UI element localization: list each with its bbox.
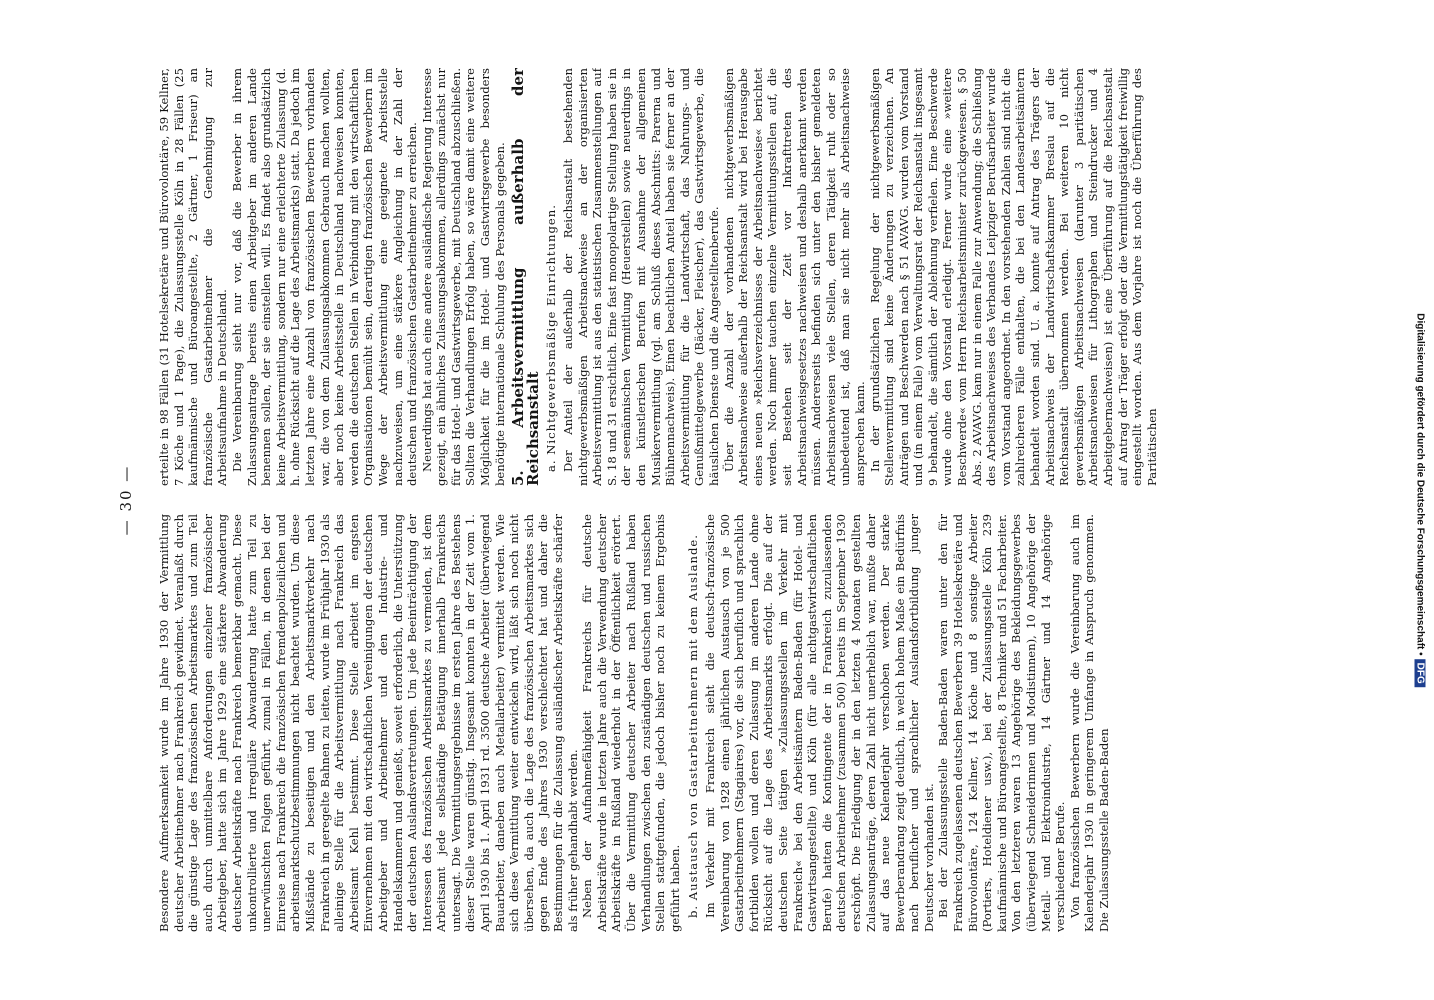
paragraph: Neben der Aufnahmefähigkeit Frankreichs für deutsche Arbeitskräfte wurde in letzten Jahre auch die Verwendung deutscher Arbeitskräfte in Rußland wiederholt in der Öffentlichkeit erörtert. Über die Vermittlung deutscher Arbeiter nach Rußland haben Verhandlungen zwischen den zuständigen deutschen und russischen Stellen stattgefunden, die jedoch bisher noch zu keinem Ergebnis geführt haben. bbox=[580, 514, 682, 932]
right-column bbox=[157, 68, 1297, 486]
paragraph: Bei der Zulassungsstelle Baden-Baden waren unter den für Frankreich zugelassenen deutschen Bewerbern 39 Hotelsekretäre und Bürovolontäre, 124 Kellner, 14 Köche und 8 sonstige Arbeiter (Portiers, Hoteldiener usw.), bei der Zulassungsstelle Köln 239 kaufmännische und Büroangestellte, 8 Techniker und 51 Facharbeiter. Von den letzteren waren 13 Angehörige des Bekleidungsgewerbes (überwiegend Schneiderinnen und Modistinnen), 10 Angehörige der Metall- und Elektroindustrie, 14 Gärtner und 14 Angehörige verschiedener Berufe. bbox=[936, 514, 1068, 932]
paragraph: Der Anteil der außerhalb der Reichsanstalt bestehenden nichtgewerbsmäßigen Arbeitsnachweise an der organisierten Arbeitsvermittlung ist aus den statistischen Zusammenstellungen auf S. 18 und 31 ersichtlich. Eine fast monopolartige Stellung haben sie in der seemännischen Vermittlung (Heuerstellen) sowie neuerdings in den künstlerischen Berufen mit Ausnahme der allgemeinen Musikervermittlung (vgl. am Schluß dieses Abschnitts: Parerna und Bühnennachweis). Einen beachtlichen Anteil haben sie ferner an der Arbeitsvermittlung für die Landwirtschaft, das Nahrungs- und Genußmittelgewerbe (Bäcker, Fleischer), das Gastwirtsgewerbe, die häuslichen Dienste und die Angestelltenberufe. bbox=[561, 68, 721, 486]
scanned-page bbox=[97, 20, 1337, 980]
paragraph: Über die Anzahl der vorhandenen nichtgewerbsmäßigen Arbeitsnachweise außerhalb der Reichsanstalt wird bei Herausgabe eines neuen »Reichsverzeichnisses der Arbeitsnachweise« berichtet werden. Noch immer tauchen einzelne Vermittlungsstellen auf, die seit Bestehen seit der Zeit vor Inkrafttreten des Arbeitsnachweisgesetzes nachweisen und deshalb anerkannt werden müssen. Andererseits befinden sich unter den bisher gemeldeten Arbeitsnachweisen viele Stellen, deren Tätigkeit ruht oder so unbedeutend ist, daß man sie nicht mehr als Arbeitsnachweise ansprechen kann. bbox=[721, 68, 867, 486]
paragraph: In der grundsätzlichen Regelung der nichtgewerbsmäßigen Stellenvermittlung sind keine Änderungen zu verzeichnen. An Anträgen und Beschwerden nach § 51 AVAVG. wurden vom Vorstand und (in einem Falle) vom Verwaltungsrat der Reichsanstalt insgesamt 9 behandelt, die sämtlich der Ablehnung verfielen. Eine Beschwerde wurde ohne den Vorstand erledigt. Ferner wurde eine »weitere Beschwerde« vom Herrn Reichsarbeitsminister zurückgewiesen. § 50 Abs. 2 AVAVG. kam nur in einem Falle zur Anwendung; die Schließung des Arbeitsnachweises des Verbandes Leipziger Berufsarbeiter wurde vom Vorstand angeordnet. In den vorstehenden Zahlen sind nicht die zahlreicheren Fälle enthalten, die bei den Landesarbeitsämtern behandelt worden sind. U. a. konnte auf Antrag des Trägers der Arbeitsnachweis der Landwirtschaftskammer Breslau auf die Reichsanstalt übernommen werden. Bei weiteren 10 nicht gewerbsmäßigen Arbeitsnachweisen (darunter 3 paritätischen Arbeitsnachweisen für Lithographen und Steindrucker und 4 Arbeitgebernachweisen) ist eine Überführung auf die Reichsanstalt auf Antrag der Träger erfolgt oder die Vermittlungstätigkeit freiwillig eingestellt worden. Aus dem Vorjahre ist noch die Überführung des Paritätischen bbox=[867, 68, 1159, 486]
dfg-logo: DFG bbox=[1415, 660, 1426, 687]
digitization-note bbox=[1415, 313, 1426, 687]
section-heading-5: 5. Arbeitsvermittlung außerhalb der Reichsanstalt bbox=[509, 68, 542, 486]
section-heading-b: b. Austausch von Gastarbeitnehmern mit dem Auslande. bbox=[686, 534, 701, 918]
paragraph: Von französischen Bewerbern wurde die Vereinbarung auch im Kalenderjahr 1930 in geringerem Umfange in Anspruch genommen. Die Zulassungsstelle Baden-Baden bbox=[1067, 514, 1111, 932]
paragraph: erteilte in 98 Fällen (31 Hotelsekretäre und Bürovolontäre, 59 Kellner, 7 Köche und 1 Page), die Zulassungsstelle Köln in 28 Fällen (25 kaufmännische und Büroangestellte, 2 Gärtner, 1 Friseur) an französische Gastarbeitnehmer die Genehmigung zur Arbeitsaufnahme in Deutschland. bbox=[157, 68, 230, 486]
paragraph: Neuerdings hat auch eine andere ausländische Regierung Interesse gezeigt, ein ähnliches Zulassungsabkommen, allerdings zunächst nur für das Hotel- und Gastwirtsgewerbe, mit Deutschland abzuschließen. Sollten die Verhandlungen Erfolg haben, so wäre damit eine weitere Möglichkeit für die im Hotel- und Gastwirtsgewerbe besonders benötigte internationale Schulung des Personals gegeben. bbox=[419, 68, 507, 486]
paragraph: Im Verkehr mit Frankreich sieht die deutsch-französische Vereinbarung von 1928 einen jährlichen Austausch von je 500 Gastarbeitnehmern (Stagiaires) vor, die sich beruflich und sprachlich fortbilden wollen und deren Zulassung im anderen Lande ohne Rücksicht auf die Lage des Arbeitsmarkts erfolgt. Die auf der deutschen Seite tätigen »Zulassungsstellen im Verkehr mit Frankreich« bei den Arbeitsämtern Baden-Baden (für Hotel- und Gastwirtsangestellte) und Köln (für alle nichtgastwirtschaftlichen Berufe) hatten die Kontingente der in Frankreich zuzulassenden deutschen Arbeitnehmer (zusammen 500) bereits im September 1930 erschöpft. Die Erledigung der in den letzten 4 Monaten gestellten Zulassungsanträge, deren Zahl nicht unerheblich war, mußte daher auf das neue Kalenderjahr verschoben werden. Der starke Bewerberandrang zeigt deutlich, in welch hohem Maße ein Bedürfnis nach beruflicher und sprachlicher Auslandsfortbildung junger Deutscher vorhanden ist. bbox=[702, 514, 936, 932]
page-number: — 30 — bbox=[117, 464, 135, 536]
left-column bbox=[157, 514, 1297, 932]
paragraph: Besondere Aufmerksamkeit wurde im Jahre 1930 der Vermittlung deutscher Arbeitnehmer nach Frankreich gewidmet. Veranlaßt durch die günstige Lage des französischen Arbeitsmarktes und zum Teil auch durch unmittelbare Anforderungen einzelner französischer Arbeitgeber, hatte sich im Jahre 1929 eine stärkere Abwanderung deutscher Arbeitskräfte nach Frankreich bemerkbar gemacht. Diese unkontrollierte und irreguläre Abwanderung hatte zum Teil zu unerwünschten Folgen geführt, zumal in Fällen, in denen bei der Einreise nach Frankreich die französischen fremdenpolizeilichen und arbeitsmarktschutzbestimmungen nicht beachtet wurden. Um diese Mißstände zu beseitigen und den Arbeitsmarktverkehr nach Frankreich in geregelte Bahnen zu leiten, wurde im Frühjahr 1930 als alleinige Stelle für die Arbeitsvermittlung nach Frankreich das Arbeitsamt Kehl bestimmt. Diese Stelle arbeitet im engsten Einvernehmen mit den wirtschaftlichen Vereinigungen der deutschen Arbeitgeber und Arbeitnehmer und den Industrie- und Handelskammern und genießt, soweit erforderlich, die Unterstützung der deutschen Auslandsvertretungen. Um jede Beeinträchtigung der Interessen des französischen Arbeitsmarktes zu vermeiden, ist dem Arbeitsamt jede selbständige Betätigung innerhalb Frankreichs untersagt. Die Vermittlungsergebnisse im ersten Jahre des Bestehens dieser Stelle waren günstig. Insgesamt konnten in der Zeit vom 1. April 1930 bis 1. April 1931 rd. 3500 deutsche Arbeiter (überwiegend Bauarbeiter, daneben auch Metallarbeiter) vermittelt werden. Wie sich diese Vermittlung weiter entwickeln wird, läßt sich noch nicht übersehen, da auch die Lage des französischen Arbeitsmarktes sich gegen Ende des Jahres 1930 verschlechtert hat und daher die Bestimmungen für die Zulassung ausländischer Arbeitskräfte schärfer als früher gehandhabt werden. bbox=[157, 514, 580, 932]
paragraph: Die Vereinbarung sieht nur vor, daß die Bewerber in ihrem Zulassungsantrage bereits einen Arbeitgeber im anderen Lande benennen sollen, der sie einstellen will. Es findet also grundsätzlich keine Arbeitsvermittlung, sondern nur eine erleichterte Zulassung (d. h. ohne Rücksicht auf die Lage des Arbeitsmarkts) statt. Da jedoch im letzten Jahre eine Anzahl von französischen Bewerbern vorhanden war, die von dem Zulassungsabkommen Gebrauch machen wollten, aber noch keine Arbeitsstelle in Deutschland nachweisen konnten, werden die deutschen Stellen in Verbindung mit den wirtschaftlichen Organisationen bemüht sein, derartigen französischen Bewerbern im Wege der Arbeitsvermittlung eine geeignete Arbeitsstelle nachzuweisen, um eine stärkere Angleichung in der Zahl der deutschen und französischen Gastarbeitnehmer zu erreichen. bbox=[229, 68, 420, 486]
digitization-note-text: Digitalisierung gefördert durch die Deutsche Forschungsgemeinschaft • bbox=[1414, 313, 1426, 656]
section-heading-a: a. Nichtgewerbsmäßige Einrichtungen. bbox=[544, 204, 559, 472]
text-columns bbox=[157, 68, 1297, 932]
